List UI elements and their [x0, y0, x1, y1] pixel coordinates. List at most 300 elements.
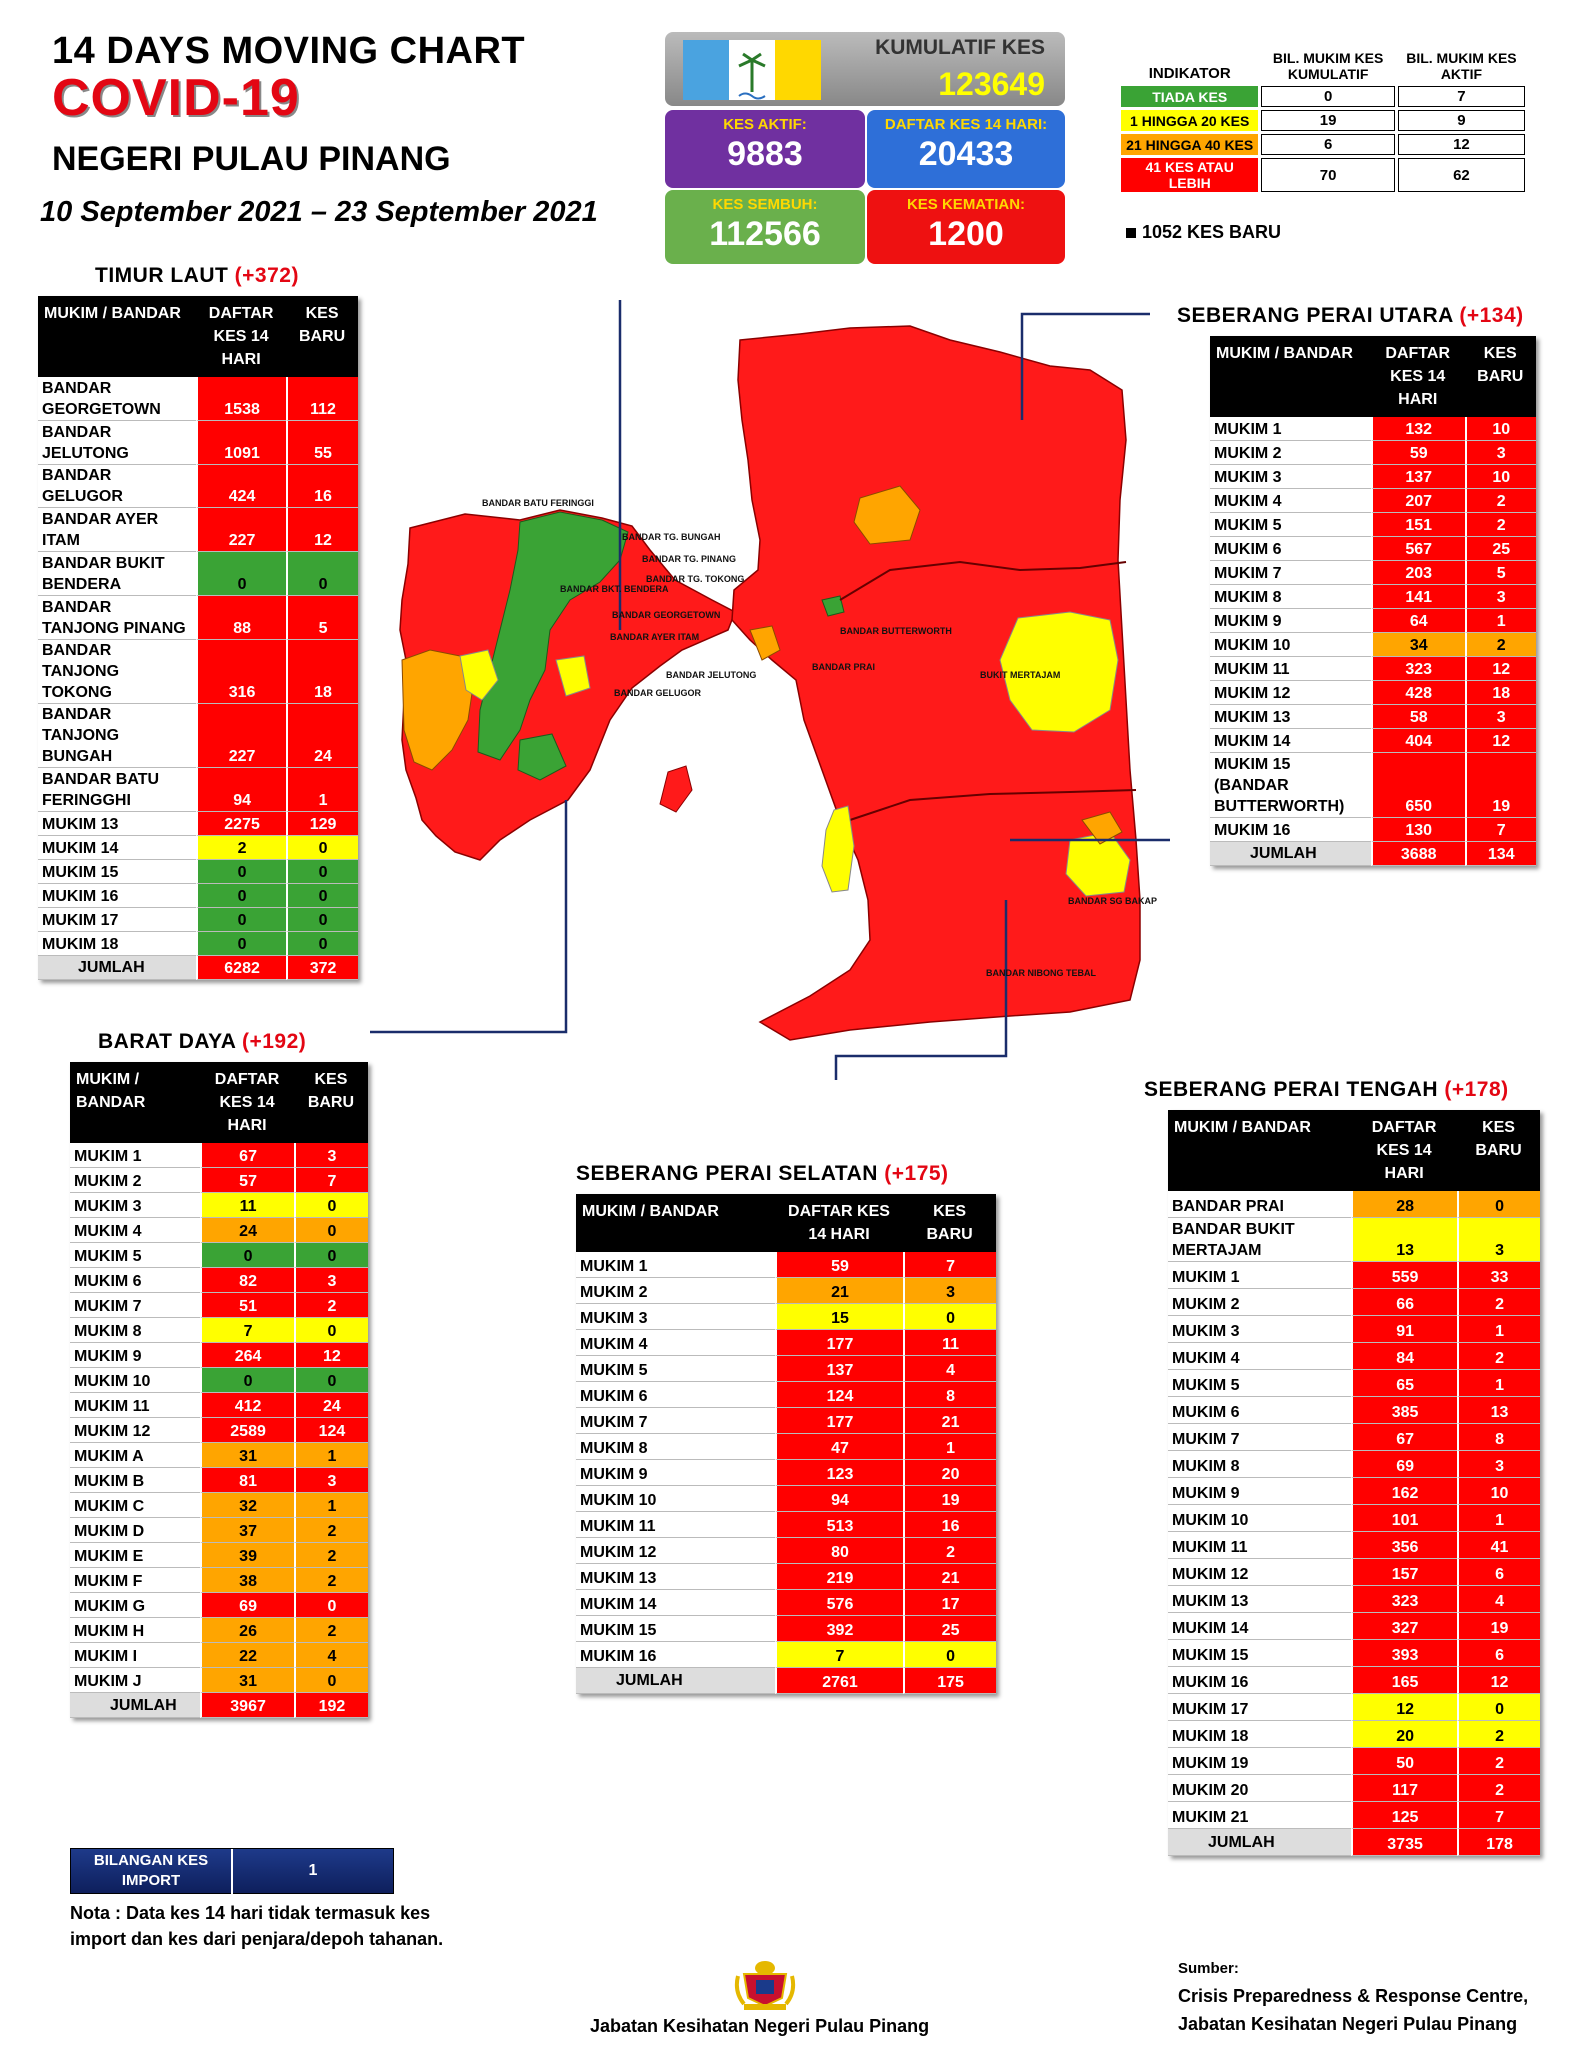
row-kes-baru: 1 — [294, 1443, 368, 1468]
table-row — [38, 421, 358, 465]
jata-negara-crest-icon — [734, 1958, 796, 2012]
row-kes-baru: 2 — [1457, 1343, 1540, 1370]
row-kes-baru: 0 — [1457, 1191, 1540, 1218]
row-kes-baru: 3 — [1457, 1218, 1540, 1262]
table-row — [1210, 489, 1536, 513]
row-daftar: 0 — [196, 884, 286, 908]
row-label: MUKIM 5 — [1168, 1370, 1351, 1397]
row-kes-baru: 19 — [903, 1486, 996, 1512]
row-label: MUKIM 1 — [1210, 417, 1371, 441]
timur-laut-title: TIMUR LAUT (+372) — [95, 264, 299, 287]
table-row — [70, 1393, 368, 1418]
row-daftar: 11 — [200, 1193, 294, 1218]
row-kes-baru: 7 — [1465, 818, 1536, 842]
row-label: BANDAR AYER ITAM — [38, 508, 196, 552]
note-text: Nota : Data kes 14 hari tidak termasuk kes import dan kes dari penjara/depoh tahanan. — [70, 1903, 444, 1949]
row-daftar: 219 — [775, 1564, 903, 1590]
row-daftar: 0 — [196, 552, 286, 596]
row-daftar: 123 — [775, 1460, 903, 1486]
daftar-value: 20433 — [918, 135, 1014, 173]
row-kes-baru: 2 — [1465, 489, 1536, 513]
table-row — [576, 1460, 996, 1486]
import-box — [70, 1848, 394, 1894]
row-kes-baru: 0 — [903, 1642, 996, 1668]
header-daftar: DAFTAR KES 14 HARI — [775, 1194, 903, 1252]
row-daftar: 157 — [1351, 1559, 1457, 1586]
row-daftar: 177 — [775, 1408, 903, 1434]
table-row — [576, 1434, 996, 1460]
row-label: MUKIM 3 — [70, 1193, 200, 1218]
map-label: BANDAR AYER ITAM — [610, 632, 700, 642]
row-label: MUKIM 12 — [1210, 681, 1371, 705]
total-daftar: 6282 — [196, 956, 286, 980]
row-kes-baru: 19 — [1457, 1613, 1540, 1640]
table-row — [1168, 1721, 1540, 1748]
table-row — [70, 1168, 368, 1193]
row-daftar: 203 — [1371, 561, 1465, 585]
table-row — [576, 1356, 996, 1382]
row-daftar: 428 — [1371, 681, 1465, 705]
row-daftar: 15 — [775, 1304, 903, 1330]
aktif-label: KES AKTIF: — [723, 116, 807, 133]
row-label: MUKIM 9 — [1168, 1478, 1351, 1505]
row-kes-baru: 2 — [294, 1518, 368, 1543]
row-daftar: 39 — [200, 1543, 294, 1568]
table-row — [1210, 633, 1536, 657]
table-row — [38, 377, 358, 421]
row-daftar: 101 — [1351, 1505, 1457, 1532]
row-kes-baru: 0 — [286, 860, 358, 884]
timur-laut-table — [38, 296, 358, 980]
table-row — [1210, 681, 1536, 705]
row-daftar: 177 — [775, 1330, 903, 1356]
row-daftar: 2 — [196, 836, 286, 860]
row-kes-baru: 1 — [1457, 1316, 1540, 1343]
row-kes-baru: 2 — [294, 1543, 368, 1568]
row-daftar: 91 — [1351, 1316, 1457, 1343]
row-daftar: 650 — [1371, 753, 1465, 818]
row-label: BANDAR BUKIT MERTAJAM — [1168, 1218, 1351, 1262]
table-row — [576, 1642, 996, 1668]
row-kes-baru: 2 — [1457, 1289, 1540, 1316]
row-label: MUKIM 3 — [576, 1304, 775, 1330]
header-kes-baru: KES BARU — [286, 296, 358, 377]
row-kes-baru: 0 — [286, 908, 358, 932]
row-label: MUKIM 14 — [1210, 729, 1371, 753]
indicator-header-aktif: BIL. MUKIM KES AKTIF — [1406, 50, 1517, 82]
table-row — [1210, 753, 1536, 818]
row-kes-baru: 2 — [1457, 1721, 1540, 1748]
row-daftar: 7 — [200, 1318, 294, 1343]
header-mukim: MUKIM / BANDAR — [38, 296, 196, 377]
state-title: NEGERI PULAU PINANG — [52, 140, 451, 178]
table-row — [576, 1278, 996, 1304]
row-kes-baru: 18 — [286, 640, 358, 704]
row-daftar: 58 — [1371, 705, 1465, 729]
row-kes-baru: 2 — [294, 1293, 368, 1318]
table-row — [1168, 1397, 1540, 1424]
row-kes-baru: 3 — [1457, 1451, 1540, 1478]
table-row — [1168, 1613, 1540, 1640]
row-daftar: 12 — [1351, 1694, 1457, 1721]
kematian-value: 1200 — [928, 215, 1004, 253]
row-daftar: 316 — [196, 640, 286, 704]
map-label: BANDAR TG. PINANG — [642, 554, 736, 564]
header-mukim: MUKIM / BANDAR — [1210, 336, 1371, 417]
row-daftar: 559 — [1351, 1262, 1457, 1289]
table-row — [1168, 1289, 1540, 1316]
table-row — [70, 1268, 368, 1293]
row-label: MUKIM 15 — [576, 1616, 775, 1642]
row-kes-baru: 41 — [1457, 1532, 1540, 1559]
covid-title: COVID-19 — [52, 69, 300, 127]
sembuh-label: KES SEMBUH: — [712, 196, 818, 213]
row-kes-baru: 112 — [286, 377, 358, 421]
map-label: BANDAR BATU FERINGGI — [482, 498, 594, 508]
row-daftar: 47 — [775, 1434, 903, 1460]
table-row — [1168, 1505, 1540, 1532]
table-row — [1210, 537, 1536, 561]
row-daftar: 576 — [775, 1590, 903, 1616]
row-kes-baru: 16 — [286, 465, 358, 508]
table-row — [576, 1304, 996, 1330]
table-row — [70, 1593, 368, 1618]
header-mukim: MUKIM / BANDAR — [576, 1194, 775, 1252]
table-row — [1168, 1559, 1540, 1586]
table-row — [70, 1618, 368, 1643]
row-label: MUKIM 17 — [1168, 1694, 1351, 1721]
indicator-row-label: TIADA KES — [1121, 86, 1258, 107]
header-daftar: DAFTAR KES 14 HARI — [200, 1062, 294, 1143]
row-daftar: 393 — [1351, 1640, 1457, 1667]
row-label: MUKIM 10 — [576, 1486, 775, 1512]
header-kes-baru: KES BARU — [294, 1062, 368, 1143]
total-kes-baru: 178 — [1457, 1829, 1540, 1856]
kes-baru-text: 1052 KES BARU — [1142, 222, 1282, 242]
row-label: MUKIM 12 — [576, 1538, 775, 1564]
row-kes-baru: 3 — [1465, 705, 1536, 729]
row-label: MUKIM B — [70, 1468, 200, 1493]
row-label: MUKIM E — [70, 1543, 200, 1568]
total-kes-baru: 192 — [294, 1693, 368, 1718]
row-kes-baru: 2 — [1457, 1748, 1540, 1775]
row-label: MUKIM 9 — [576, 1460, 775, 1486]
row-label: MUKIM 2 — [1210, 441, 1371, 465]
row-label: BANDAR BUKIT BENDERA — [38, 552, 196, 596]
row-daftar: 65 — [1351, 1370, 1457, 1397]
row-kes-baru: 3 — [294, 1143, 368, 1168]
row-label: MUKIM I — [70, 1643, 200, 1668]
table-row — [1168, 1262, 1540, 1289]
row-kes-baru: 19 — [1465, 753, 1536, 818]
table-row — [576, 1330, 996, 1356]
row-label: MUKIM 14 — [576, 1590, 775, 1616]
kumulatif-label: KUMULATIF KES — [875, 36, 1045, 59]
row-kes-baru: 0 — [294, 1318, 368, 1343]
row-label: BANDAR TANJONG PINANG — [38, 596, 196, 640]
row-kes-baru: 1 — [1465, 609, 1536, 633]
row-kes-baru: 18 — [1465, 681, 1536, 705]
table-row — [70, 1368, 368, 1393]
row-label: MUKIM 3 — [1168, 1316, 1351, 1343]
row-label: MUKIM 16 — [1210, 818, 1371, 842]
row-daftar: 1538 — [196, 377, 286, 421]
table-row — [576, 1512, 996, 1538]
table-row — [1168, 1370, 1540, 1397]
row-label: MUKIM 16 — [576, 1642, 775, 1668]
map-label: BANDAR BKT. BENDERA — [560, 584, 669, 594]
chart-heading: 14 DAYS MOVING CHART — [52, 30, 526, 72]
row-kes-baru: 13 — [1457, 1397, 1540, 1424]
row-kes-baru: 11 — [903, 1330, 996, 1356]
table-row — [1210, 818, 1536, 842]
row-kes-baru: 0 — [286, 836, 358, 860]
header-daftar: DAFTAR KES 14 HARI — [196, 296, 286, 377]
source-line1: Crisis Preparedness & Response Centre, — [1178, 1986, 1529, 2006]
row-kes-baru: 10 — [1457, 1478, 1540, 1505]
row-daftar: 2275 — [196, 812, 286, 836]
row-label: MUKIM 8 — [1210, 585, 1371, 609]
spu-table — [1210, 336, 1536, 866]
row-daftar: 0 — [196, 860, 286, 884]
row-label: BANDAR GELUGOR — [38, 465, 196, 508]
table-row — [70, 1643, 368, 1668]
row-kes-baru: 3 — [294, 1268, 368, 1293]
row-daftar: 34 — [1371, 633, 1465, 657]
source-line2: Jabatan Kesihatan Negeri Pulau Pinang — [1178, 2014, 1518, 2034]
table-row — [38, 908, 358, 932]
row-daftar: 141 — [1371, 585, 1465, 609]
row-label: BANDAR PRAI — [1168, 1191, 1351, 1218]
row-kes-baru: 4 — [903, 1356, 996, 1382]
square-bullet-icon — [1126, 228, 1136, 238]
row-label: MUKIM 4 — [1210, 489, 1371, 513]
indicator-value: 12 — [1398, 134, 1525, 155]
row-kes-baru: 55 — [286, 421, 358, 465]
map-label: BANDAR TG. BUNGAH — [622, 532, 721, 542]
row-daftar: 31 — [200, 1443, 294, 1468]
row-label: MUKIM 15 — [1168, 1640, 1351, 1667]
row-kes-baru: 4 — [294, 1643, 368, 1668]
row-kes-baru: 7 — [1457, 1802, 1540, 1829]
spt-table — [1168, 1110, 1540, 1856]
header-kes-baru: KES BARU — [1457, 1110, 1540, 1191]
table-row — [576, 1408, 996, 1434]
table-row — [38, 812, 358, 836]
row-daftar: 356 — [1351, 1532, 1457, 1559]
table-row — [1168, 1667, 1540, 1694]
map-label: BANDAR NIBONG TEBAL — [986, 968, 1096, 978]
penang-flag-icon — [683, 40, 823, 100]
table-row — [70, 1518, 368, 1543]
row-daftar: 1091 — [196, 421, 286, 465]
table-row — [38, 884, 358, 908]
row-daftar: 130 — [1371, 818, 1465, 842]
row-kes-baru: 2 — [903, 1538, 996, 1564]
table-row — [1168, 1478, 1540, 1505]
total-daftar: 3688 — [1371, 842, 1465, 866]
row-kes-baru: 12 — [286, 508, 358, 552]
row-label: BANDAR JELUTONG — [38, 421, 196, 465]
row-kes-baru: 4 — [1457, 1586, 1540, 1613]
row-kes-baru: 33 — [1457, 1262, 1540, 1289]
row-kes-baru: 5 — [286, 596, 358, 640]
table-row — [576, 1590, 996, 1616]
row-daftar: 132 — [1371, 417, 1465, 441]
table-row — [70, 1293, 368, 1318]
row-kes-baru: 0 — [286, 552, 358, 596]
table-row — [576, 1382, 996, 1408]
indicator-row-label: 21 HINGGA 40 KES — [1121, 134, 1258, 155]
row-kes-baru: 0 — [903, 1304, 996, 1330]
table-row — [70, 1318, 368, 1343]
row-label: MUKIM 6 — [1168, 1397, 1351, 1424]
indicator-table — [1118, 46, 1528, 195]
table-row — [1168, 1802, 1540, 1829]
table-row — [38, 552, 358, 596]
row-label: MUKIM 3 — [1210, 465, 1371, 489]
row-daftar: 424 — [196, 465, 286, 508]
total-label: JUMLAH — [576, 1668, 775, 1694]
table-row — [1168, 1191, 1540, 1218]
row-kes-baru: 0 — [294, 1368, 368, 1393]
row-label: BANDAR BATU FERINGGHI — [38, 768, 196, 812]
total-row — [38, 956, 358, 980]
row-kes-baru: 3 — [294, 1468, 368, 1493]
map-label: BANDAR TG. TOKONG — [646, 574, 745, 584]
row-kes-baru: 25 — [1465, 537, 1536, 561]
indicator-header: INDIKATOR — [1148, 65, 1231, 82]
row-daftar: 404 — [1371, 729, 1465, 753]
aktif-value: 9883 — [727, 135, 803, 173]
table-row — [70, 1543, 368, 1568]
row-label: MUKIM 14 — [38, 836, 196, 860]
table-row — [70, 1568, 368, 1593]
row-daftar: 50 — [1351, 1748, 1457, 1775]
table-row — [38, 596, 358, 640]
sembuh-value: 112566 — [709, 215, 821, 253]
barat-daya-table — [70, 1062, 368, 1718]
header-mukim: MUKIM / BANDAR — [70, 1062, 200, 1143]
table-row — [1210, 465, 1536, 489]
row-kes-baru: 2 — [294, 1568, 368, 1593]
row-daftar: 31 — [200, 1668, 294, 1693]
row-label: MUKIM 15 (BANDAR BUTTERWORTH) — [1210, 753, 1371, 818]
row-daftar: 94 — [775, 1486, 903, 1512]
row-label: MUKIM 13 — [1168, 1586, 1351, 1613]
table-row — [576, 1252, 996, 1278]
row-kes-baru: 21 — [903, 1564, 996, 1590]
row-kes-baru: 12 — [1465, 657, 1536, 681]
row-daftar: 207 — [1371, 489, 1465, 513]
date-range: 10 September 2021 – 23 September 2021 — [40, 196, 598, 228]
row-kes-baru: 1 — [286, 768, 358, 812]
row-daftar: 264 — [200, 1343, 294, 1368]
row-kes-baru: 17 — [903, 1590, 996, 1616]
row-kes-baru: 24 — [294, 1393, 368, 1418]
row-label: MUKIM 15 — [38, 860, 196, 884]
table-row — [38, 860, 358, 884]
row-label: BANDAR TANJONG TOKONG — [38, 640, 196, 704]
row-label: MUKIM 5 — [1210, 513, 1371, 537]
aktif-box — [665, 110, 865, 188]
map-label: BANDAR GELUGOR — [614, 688, 701, 698]
barat-daya-title: BARAT DAYA (+192) — [98, 1030, 307, 1053]
row-label: MUKIM 20 — [1168, 1775, 1351, 1802]
import-value: 1 — [308, 1862, 318, 1879]
row-label: MUKIM 11 — [70, 1393, 200, 1418]
total-row — [1168, 1829, 1540, 1856]
penang-map — [370, 300, 1170, 1080]
row-kes-baru: 0 — [294, 1593, 368, 1618]
row-kes-baru: 0 — [286, 932, 358, 956]
row-daftar: 24 — [200, 1218, 294, 1243]
row-daftar: 162 — [1351, 1478, 1457, 1505]
row-kes-baru: 3 — [1465, 441, 1536, 465]
row-kes-baru: 8 — [1457, 1424, 1540, 1451]
row-kes-baru: 1 — [1457, 1370, 1540, 1397]
row-label: MUKIM 9 — [1210, 609, 1371, 633]
row-kes-baru: 10 — [1465, 417, 1536, 441]
row-kes-baru: 3 — [1465, 585, 1536, 609]
row-kes-baru: 5 — [1465, 561, 1536, 585]
table-row — [38, 640, 358, 704]
row-label: MUKIM 11 — [576, 1512, 775, 1538]
row-kes-baru: 0 — [294, 1193, 368, 1218]
row-label: MUKIM 2 — [1168, 1289, 1351, 1316]
table-row — [70, 1343, 368, 1368]
row-label: MUKIM 13 — [576, 1564, 775, 1590]
table-row — [1210, 441, 1536, 465]
table-row — [70, 1193, 368, 1218]
row-kes-baru: 2 — [294, 1618, 368, 1643]
island-islet — [660, 766, 692, 812]
row-daftar: 51 — [200, 1293, 294, 1318]
row-daftar: 567 — [1371, 537, 1465, 561]
row-daftar: 385 — [1351, 1397, 1457, 1424]
import-label: BILANGAN KES IMPORT — [71, 1849, 233, 1895]
row-kes-baru: 7 — [903, 1252, 996, 1278]
spu-title: SEBERANG PERAI UTARA (+134) — [1177, 304, 1524, 327]
row-label: MUKIM 13 — [38, 812, 196, 836]
row-daftar: 82 — [200, 1268, 294, 1293]
row-label: MUKIM 13 — [1210, 705, 1371, 729]
daftar-box — [867, 110, 1065, 188]
row-label: MUKIM 10 — [70, 1368, 200, 1393]
row-daftar: 137 — [775, 1356, 903, 1382]
sps-title: SEBERANG PERAI SELATAN (+175) — [576, 1162, 949, 1185]
map-label: BANDAR BUTTERWORTH — [840, 626, 952, 636]
table-row — [70, 1418, 368, 1443]
row-daftar: 227 — [196, 704, 286, 768]
row-daftar: 323 — [1371, 657, 1465, 681]
row-daftar: 94 — [196, 768, 286, 812]
table-row — [1168, 1451, 1540, 1478]
row-kes-baru: 24 — [286, 704, 358, 768]
total-daftar: 3735 — [1351, 1829, 1457, 1856]
row-label: MUKIM 18 — [1168, 1721, 1351, 1748]
total-kes-baru: 175 — [903, 1668, 996, 1694]
indicator-value: 6 — [1261, 134, 1394, 155]
row-daftar: 57 — [200, 1168, 294, 1193]
row-label: MUKIM 14 — [1168, 1613, 1351, 1640]
row-kes-baru: 21 — [903, 1408, 996, 1434]
header-daftar: DAFTAR KES 14 HARI — [1371, 336, 1465, 417]
table-row — [1210, 657, 1536, 681]
row-daftar: 28 — [1351, 1191, 1457, 1218]
row-daftar: 0 — [200, 1243, 294, 1268]
row-label: BANDAR TANJONG BUNGAH — [38, 704, 196, 768]
